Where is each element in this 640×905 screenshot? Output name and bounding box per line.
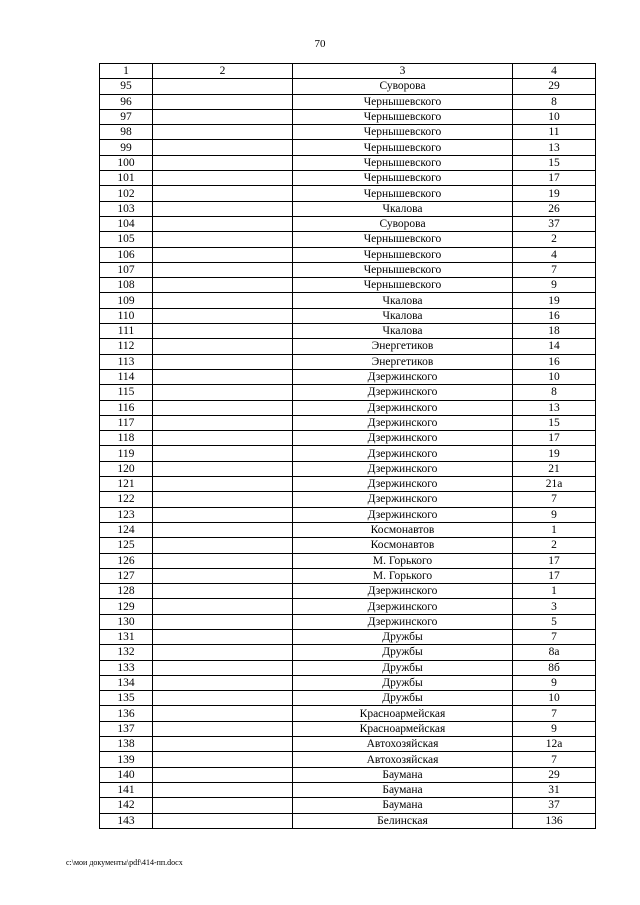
house-number-cell: 10 bbox=[513, 369, 596, 384]
street-cell: Автохозяйская bbox=[293, 737, 513, 752]
street-cell: Красноармейская bbox=[293, 721, 513, 736]
street-cell: Дзержинского bbox=[293, 477, 513, 492]
table-row bbox=[100, 660, 596, 675]
table-row bbox=[100, 400, 596, 415]
table-row bbox=[100, 614, 596, 629]
table-row bbox=[100, 568, 596, 583]
house-number-cell: 11 bbox=[513, 125, 596, 140]
street-cell: Космонавтов bbox=[293, 522, 513, 537]
house-number-cell: 8 bbox=[513, 94, 596, 109]
street-cell: Чкалова bbox=[293, 293, 513, 308]
table-row bbox=[100, 278, 596, 293]
street-cell: Дзержинского bbox=[293, 385, 513, 400]
table-row bbox=[100, 584, 596, 599]
table-row bbox=[100, 446, 596, 461]
row-number-cell: 140 bbox=[100, 767, 153, 782]
table-row bbox=[100, 721, 596, 736]
table-row bbox=[100, 186, 596, 201]
row-number-cell: 105 bbox=[100, 232, 153, 247]
street-cell: Баумана bbox=[293, 798, 513, 813]
house-number-cell: 16 bbox=[513, 354, 596, 369]
blank-cell bbox=[153, 262, 293, 277]
table-row bbox=[100, 232, 596, 247]
row-number-cell: 142 bbox=[100, 798, 153, 813]
blank-cell bbox=[153, 247, 293, 262]
blank-cell bbox=[153, 522, 293, 537]
house-number-cell: 29 bbox=[513, 79, 596, 94]
table-row bbox=[100, 782, 596, 797]
house-number-cell: 15 bbox=[513, 415, 596, 430]
blank-cell bbox=[153, 782, 293, 797]
row-number-cell: 102 bbox=[100, 186, 153, 201]
blank-cell bbox=[153, 660, 293, 675]
street-cell: Дзержинского bbox=[293, 507, 513, 522]
street-cell: Дзержинского bbox=[293, 415, 513, 430]
blank-cell bbox=[153, 339, 293, 354]
house-number-cell: 7 bbox=[513, 629, 596, 644]
street-cell: Чернышевского bbox=[293, 140, 513, 155]
blank-cell bbox=[153, 538, 293, 553]
row-number-cell: 104 bbox=[100, 216, 153, 231]
house-number-cell: 18 bbox=[513, 324, 596, 339]
street-cell: Дружбы bbox=[293, 675, 513, 690]
street-cell: Дружбы bbox=[293, 645, 513, 660]
blank-cell bbox=[153, 752, 293, 767]
street-cell: Баумана bbox=[293, 782, 513, 797]
house-number-cell: 2 bbox=[513, 232, 596, 247]
street-cell: Энергетиков bbox=[293, 354, 513, 369]
street-cell: Чернышевского bbox=[293, 262, 513, 277]
row-number-cell: 95 bbox=[100, 79, 153, 94]
street-cell: Суворова bbox=[293, 216, 513, 231]
table-row bbox=[100, 171, 596, 186]
street-cell: Чернышевского bbox=[293, 278, 513, 293]
row-number-cell: 111 bbox=[100, 324, 153, 339]
blank-cell bbox=[153, 737, 293, 752]
table-row bbox=[100, 492, 596, 507]
street-cell: Красноармейская bbox=[293, 706, 513, 721]
table-header-row bbox=[100, 64, 596, 79]
blank-cell bbox=[153, 813, 293, 828]
row-number-cell: 106 bbox=[100, 247, 153, 262]
table-row bbox=[100, 94, 596, 109]
street-cell: Баумана bbox=[293, 767, 513, 782]
blank-cell bbox=[153, 461, 293, 476]
blank-cell bbox=[153, 293, 293, 308]
street-cell: Чернышевского bbox=[293, 171, 513, 186]
table-row bbox=[100, 308, 596, 323]
table-row bbox=[100, 767, 596, 782]
house-number-cell: 37 bbox=[513, 798, 596, 813]
street-cell: Чернышевского bbox=[293, 109, 513, 124]
row-number-cell: 128 bbox=[100, 584, 153, 599]
table-row bbox=[100, 522, 596, 537]
blank-cell bbox=[153, 507, 293, 522]
street-cell: Чернышевского bbox=[293, 125, 513, 140]
house-number-cell: 5 bbox=[513, 614, 596, 629]
table-row bbox=[100, 431, 596, 446]
street-cell: Дружбы bbox=[293, 629, 513, 644]
house-number-cell: 21а bbox=[513, 477, 596, 492]
house-number-cell: 12а bbox=[513, 737, 596, 752]
row-number-cell: 131 bbox=[100, 629, 153, 644]
blank-cell bbox=[153, 492, 293, 507]
row-number-cell: 125 bbox=[100, 538, 153, 553]
row-number-cell: 115 bbox=[100, 385, 153, 400]
house-number-cell: 9 bbox=[513, 278, 596, 293]
header-cell-3: 3 bbox=[293, 64, 513, 79]
row-number-cell: 112 bbox=[100, 339, 153, 354]
street-cell: Дружбы bbox=[293, 660, 513, 675]
row-number-cell: 133 bbox=[100, 660, 153, 675]
street-cell: М. Горького bbox=[293, 568, 513, 583]
row-number-cell: 99 bbox=[100, 140, 153, 155]
house-number-cell: 10 bbox=[513, 691, 596, 706]
street-cell: М. Горького bbox=[293, 553, 513, 568]
blank-cell bbox=[153, 216, 293, 231]
street-cell: Дзержинского bbox=[293, 431, 513, 446]
house-number-cell: 14 bbox=[513, 339, 596, 354]
table-row bbox=[100, 125, 596, 140]
blank-cell bbox=[153, 553, 293, 568]
blank-cell bbox=[153, 614, 293, 629]
blank-cell bbox=[153, 278, 293, 293]
house-number-cell: 17 bbox=[513, 171, 596, 186]
table-row bbox=[100, 737, 596, 752]
table-row bbox=[100, 201, 596, 216]
footer-file-path: c:\мои документы\pdf\414-пп.docx bbox=[66, 858, 183, 867]
house-number-cell: 13 bbox=[513, 140, 596, 155]
blank-cell bbox=[153, 369, 293, 384]
blank-cell bbox=[153, 721, 293, 736]
row-number-cell: 141 bbox=[100, 782, 153, 797]
street-cell: Дружбы bbox=[293, 691, 513, 706]
blank-cell bbox=[153, 599, 293, 614]
blank-cell bbox=[153, 155, 293, 170]
street-cell: Энергетиков bbox=[293, 339, 513, 354]
table-row bbox=[100, 538, 596, 553]
table-row bbox=[100, 798, 596, 813]
row-number-cell: 107 bbox=[100, 262, 153, 277]
table-row bbox=[100, 324, 596, 339]
row-number-cell: 96 bbox=[100, 94, 153, 109]
house-number-cell: 8а bbox=[513, 645, 596, 660]
blank-cell bbox=[153, 125, 293, 140]
street-cell: Дзержинского bbox=[293, 461, 513, 476]
table-row bbox=[100, 691, 596, 706]
row-number-cell: 135 bbox=[100, 691, 153, 706]
header-cell-2: 2 bbox=[153, 64, 293, 79]
street-cell: Дзержинского bbox=[293, 614, 513, 629]
row-number-cell: 129 bbox=[100, 599, 153, 614]
blank-cell bbox=[153, 415, 293, 430]
house-number-cell: 1 bbox=[513, 584, 596, 599]
table-row bbox=[100, 216, 596, 231]
house-number-cell: 9 bbox=[513, 675, 596, 690]
blank-cell bbox=[153, 354, 293, 369]
house-number-cell: 10 bbox=[513, 109, 596, 124]
street-cell: Дзержинского bbox=[293, 400, 513, 415]
street-cell: Белинская bbox=[293, 813, 513, 828]
table-row bbox=[100, 293, 596, 308]
row-number-cell: 139 bbox=[100, 752, 153, 767]
table-row bbox=[100, 813, 596, 828]
house-number-cell: 2 bbox=[513, 538, 596, 553]
street-cell: Автохозяйская bbox=[293, 752, 513, 767]
header-cell-4: 4 bbox=[513, 64, 596, 79]
blank-cell bbox=[153, 675, 293, 690]
row-number-cell: 121 bbox=[100, 477, 153, 492]
blank-cell bbox=[153, 308, 293, 323]
house-number-cell: 4 bbox=[513, 247, 596, 262]
blank-cell bbox=[153, 706, 293, 721]
street-cell: Дзержинского bbox=[293, 446, 513, 461]
house-number-cell: 31 bbox=[513, 782, 596, 797]
table-row bbox=[100, 79, 596, 94]
blank-cell bbox=[153, 477, 293, 492]
row-number-cell: 110 bbox=[100, 308, 153, 323]
street-cell: Дзержинского bbox=[293, 599, 513, 614]
row-number-cell: 116 bbox=[100, 400, 153, 415]
street-cell: Чернышевского bbox=[293, 232, 513, 247]
table-row bbox=[100, 369, 596, 384]
row-number-cell: 136 bbox=[100, 706, 153, 721]
table-row bbox=[100, 629, 596, 644]
house-number-cell: 8 bbox=[513, 385, 596, 400]
row-number-cell: 103 bbox=[100, 201, 153, 216]
street-cell: Чкалова bbox=[293, 308, 513, 323]
blank-cell bbox=[153, 385, 293, 400]
house-number-cell: 9 bbox=[513, 721, 596, 736]
table-row bbox=[100, 140, 596, 155]
row-number-cell: 100 bbox=[100, 155, 153, 170]
table-row bbox=[100, 109, 596, 124]
blank-cell bbox=[153, 400, 293, 415]
table-row bbox=[100, 507, 596, 522]
row-number-cell: 114 bbox=[100, 369, 153, 384]
table-row bbox=[100, 461, 596, 476]
blank-cell bbox=[153, 629, 293, 644]
row-number-cell: 137 bbox=[100, 721, 153, 736]
blank-cell bbox=[153, 186, 293, 201]
table-row bbox=[100, 354, 596, 369]
row-number-cell: 109 bbox=[100, 293, 153, 308]
house-number-cell: 19 bbox=[513, 446, 596, 461]
row-number-cell: 97 bbox=[100, 109, 153, 124]
blank-cell bbox=[153, 94, 293, 109]
street-cell: Чкалова bbox=[293, 201, 513, 216]
row-number-cell: 127 bbox=[100, 568, 153, 583]
house-number-cell: 26 bbox=[513, 201, 596, 216]
blank-cell bbox=[153, 767, 293, 782]
house-number-cell: 3 bbox=[513, 599, 596, 614]
house-number-cell: 7 bbox=[513, 752, 596, 767]
house-number-cell: 9 bbox=[513, 507, 596, 522]
row-number-cell: 120 bbox=[100, 461, 153, 476]
house-number-cell: 1 bbox=[513, 522, 596, 537]
row-number-cell: 108 bbox=[100, 278, 153, 293]
row-number-cell: 130 bbox=[100, 614, 153, 629]
blank-cell bbox=[153, 431, 293, 446]
street-cell: Дзержинского bbox=[293, 492, 513, 507]
house-number-cell: 8б bbox=[513, 660, 596, 675]
house-number-cell: 13 bbox=[513, 400, 596, 415]
street-cell: Чернышевского bbox=[293, 94, 513, 109]
table-row bbox=[100, 675, 596, 690]
blank-cell bbox=[153, 584, 293, 599]
row-number-cell: 123 bbox=[100, 507, 153, 522]
house-number-cell: 136 bbox=[513, 813, 596, 828]
house-number-cell: 7 bbox=[513, 492, 596, 507]
house-number-cell: 7 bbox=[513, 706, 596, 721]
table-row bbox=[100, 155, 596, 170]
blank-cell bbox=[153, 446, 293, 461]
table-row bbox=[100, 706, 596, 721]
street-cell: Дзержинского bbox=[293, 584, 513, 599]
blank-cell bbox=[153, 79, 293, 94]
row-number-cell: 101 bbox=[100, 171, 153, 186]
row-number-cell: 117 bbox=[100, 415, 153, 430]
table-row bbox=[100, 339, 596, 354]
house-number-cell: 37 bbox=[513, 216, 596, 231]
row-number-cell: 124 bbox=[100, 522, 153, 537]
table-row bbox=[100, 752, 596, 767]
table-row bbox=[100, 645, 596, 660]
table-body bbox=[100, 64, 596, 829]
row-number-cell: 113 bbox=[100, 354, 153, 369]
house-number-cell: 16 bbox=[513, 308, 596, 323]
blank-cell bbox=[153, 232, 293, 247]
header-cell-1: 1 bbox=[100, 64, 153, 79]
blank-cell bbox=[153, 798, 293, 813]
table-row bbox=[100, 553, 596, 568]
row-number-cell: 143 bbox=[100, 813, 153, 828]
blank-cell bbox=[153, 201, 293, 216]
row-number-cell: 132 bbox=[100, 645, 153, 660]
blank-cell bbox=[153, 171, 293, 186]
row-number-cell: 118 bbox=[100, 431, 153, 446]
blank-cell bbox=[153, 324, 293, 339]
row-number-cell: 134 bbox=[100, 675, 153, 690]
table-row bbox=[100, 415, 596, 430]
blank-cell bbox=[153, 691, 293, 706]
street-cell: Чернышевского bbox=[293, 186, 513, 201]
page-number: 70 bbox=[314, 38, 326, 50]
street-cell: Дзержинского bbox=[293, 369, 513, 384]
row-number-cell: 126 bbox=[100, 553, 153, 568]
table-row bbox=[100, 599, 596, 614]
street-cell: Чкалова bbox=[293, 324, 513, 339]
row-number-cell: 119 bbox=[100, 446, 153, 461]
blank-cell bbox=[153, 109, 293, 124]
house-number-cell: 19 bbox=[513, 293, 596, 308]
row-number-cell: 98 bbox=[100, 125, 153, 140]
street-cell: Космонавтов bbox=[293, 538, 513, 553]
table-row bbox=[100, 247, 596, 262]
table-row bbox=[100, 385, 596, 400]
address-table bbox=[99, 63, 596, 829]
street-cell: Чернышевского bbox=[293, 247, 513, 262]
blank-cell bbox=[153, 568, 293, 583]
row-number-cell: 138 bbox=[100, 737, 153, 752]
house-number-cell: 21 bbox=[513, 461, 596, 476]
house-number-cell: 17 bbox=[513, 568, 596, 583]
table-row bbox=[100, 477, 596, 492]
table-row bbox=[100, 262, 596, 277]
blank-cell bbox=[153, 645, 293, 660]
house-number-cell: 19 bbox=[513, 186, 596, 201]
house-number-cell: 17 bbox=[513, 553, 596, 568]
house-number-cell: 7 bbox=[513, 262, 596, 277]
street-cell: Чернышевского bbox=[293, 155, 513, 170]
house-number-cell: 17 bbox=[513, 431, 596, 446]
house-number-cell: 15 bbox=[513, 155, 596, 170]
street-cell: Суворова bbox=[293, 79, 513, 94]
house-number-cell: 29 bbox=[513, 767, 596, 782]
blank-cell bbox=[153, 140, 293, 155]
row-number-cell: 122 bbox=[100, 492, 153, 507]
